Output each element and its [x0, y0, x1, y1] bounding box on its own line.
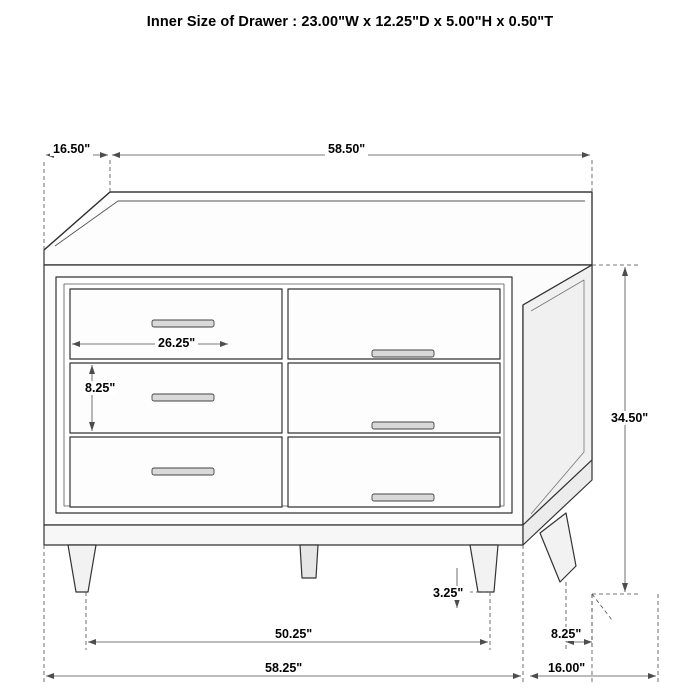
leg-front-right: [470, 545, 498, 592]
dimension-label-base-width-inner: 50.25": [272, 627, 315, 641]
leg-front-left: [68, 545, 96, 592]
drawer-handle: [372, 350, 434, 357]
dimension-label-base-width-outer: 58.25": [262, 661, 305, 675]
dimension-label-total-height: 34.50": [608, 411, 651, 425]
dimension-label-drawer-width-upper: 26.25": [155, 336, 198, 350]
dimension-label-base-depth-bottom: 16.00": [545, 661, 588, 675]
dresser-top-surface: [44, 192, 592, 265]
drawer-handle: [152, 394, 214, 401]
dimension-label-width-top: 58.50": [325, 142, 368, 156]
drawer-handle: [152, 320, 214, 327]
drawer-handle: [152, 468, 214, 475]
dimension-label-base-depth-right: 8.25": [548, 627, 584, 641]
drawer-face: [288, 289, 500, 359]
drawer-handle: [372, 422, 434, 429]
dimension-label-drawer-height: 8.25": [82, 381, 118, 395]
center-support: [300, 545, 318, 578]
dimension-label-depth-top: 16.50": [50, 142, 93, 156]
page-title: Inner Size of Drawer : 23.00"W x 12.25"D x 5.00"H x 0.50"T: [146, 14, 554, 30]
drawer-handle: [372, 494, 434, 501]
dimension-label-leg-height: 3.25": [430, 586, 466, 600]
